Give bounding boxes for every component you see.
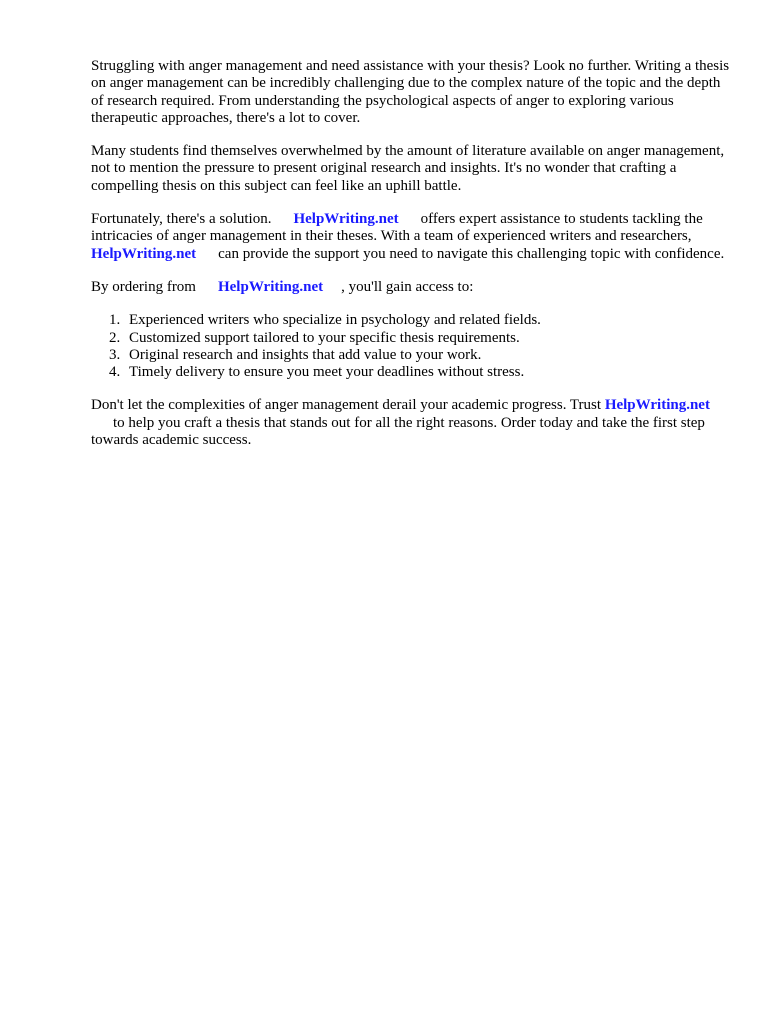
solution-text-middle: offers expert assistance to students tackling the intricacies of anger management in their theses. With a team of experienced writers and researchers,: [91, 211, 703, 245]
ordering-text-end: , you'll gain access to:: [341, 278, 474, 295]
list-item-number: 3.: [109, 346, 121, 363]
list-item-text: Timely delivery to ensure you meet your deadlines without stress.: [129, 364, 525, 381]
paragraph-solution: [91, 211, 731, 263]
solution-text-start: Fortunately, there's a solution.: [91, 211, 272, 228]
helpwriting-link-3[interactable]: HelpWriting.net: [217, 278, 324, 295]
list-item: [91, 347, 731, 364]
ordering-text-start: By ordering from: [91, 278, 196, 295]
helpwriting-link-1[interactable]: HelpWriting.net: [293, 211, 399, 228]
closing-text-end: to help you craft a thesis that stands out for all the right reasons. Order today and take the first step towards academic success.: [91, 414, 705, 449]
list-item: [91, 364, 731, 381]
paragraph-intro: Struggling with anger management and need assistance with your thesis? Look no further. Writing a thesis on anger management can be incredibly challenging due to the complex nature of the topic and the depth of research required. From understanding the psychological aspects of anger to exploring various therapeutic approaches, there's a lot to cover.: [91, 58, 730, 126]
paragraph-overwhelmed: Many students find themselves overwhelmed by the amount of literature available on anger management, not to mention the pressure to present original research and insights. It's no wonder that crafting a compelling thesis on this subject can feel like an uphill battle.: [91, 143, 725, 194]
list-item-number: 1.: [109, 312, 121, 329]
paragraph-ordering: [91, 279, 731, 296]
helpwriting-link-2[interactable]: HelpWriting.net: [91, 245, 197, 262]
list-item-text: Original research and insights that add value to your work.: [129, 346, 482, 363]
benefits-list: [91, 312, 731, 381]
helpwriting-link-4[interactable]: HelpWriting.net: [604, 397, 710, 414]
closing-text-start: Don't let the complexities of anger management derail your academic progress. Trust: [91, 397, 602, 414]
list-item-text: Experienced writers who specialize in psychology and related fields.: [129, 312, 541, 329]
list-item-text: Customized support tailored to your specific thesis requirements.: [129, 329, 520, 346]
paragraph-closing: [91, 397, 731, 449]
list-item-number: 4.: [109, 364, 121, 381]
list-item: [91, 312, 731, 329]
list-item: [91, 330, 731, 347]
document-body: [91, 58, 731, 465]
solution-text-end: can provide the support you need to navigate this challenging topic with confidence.: [218, 245, 725, 262]
list-item-number: 2.: [109, 329, 121, 346]
